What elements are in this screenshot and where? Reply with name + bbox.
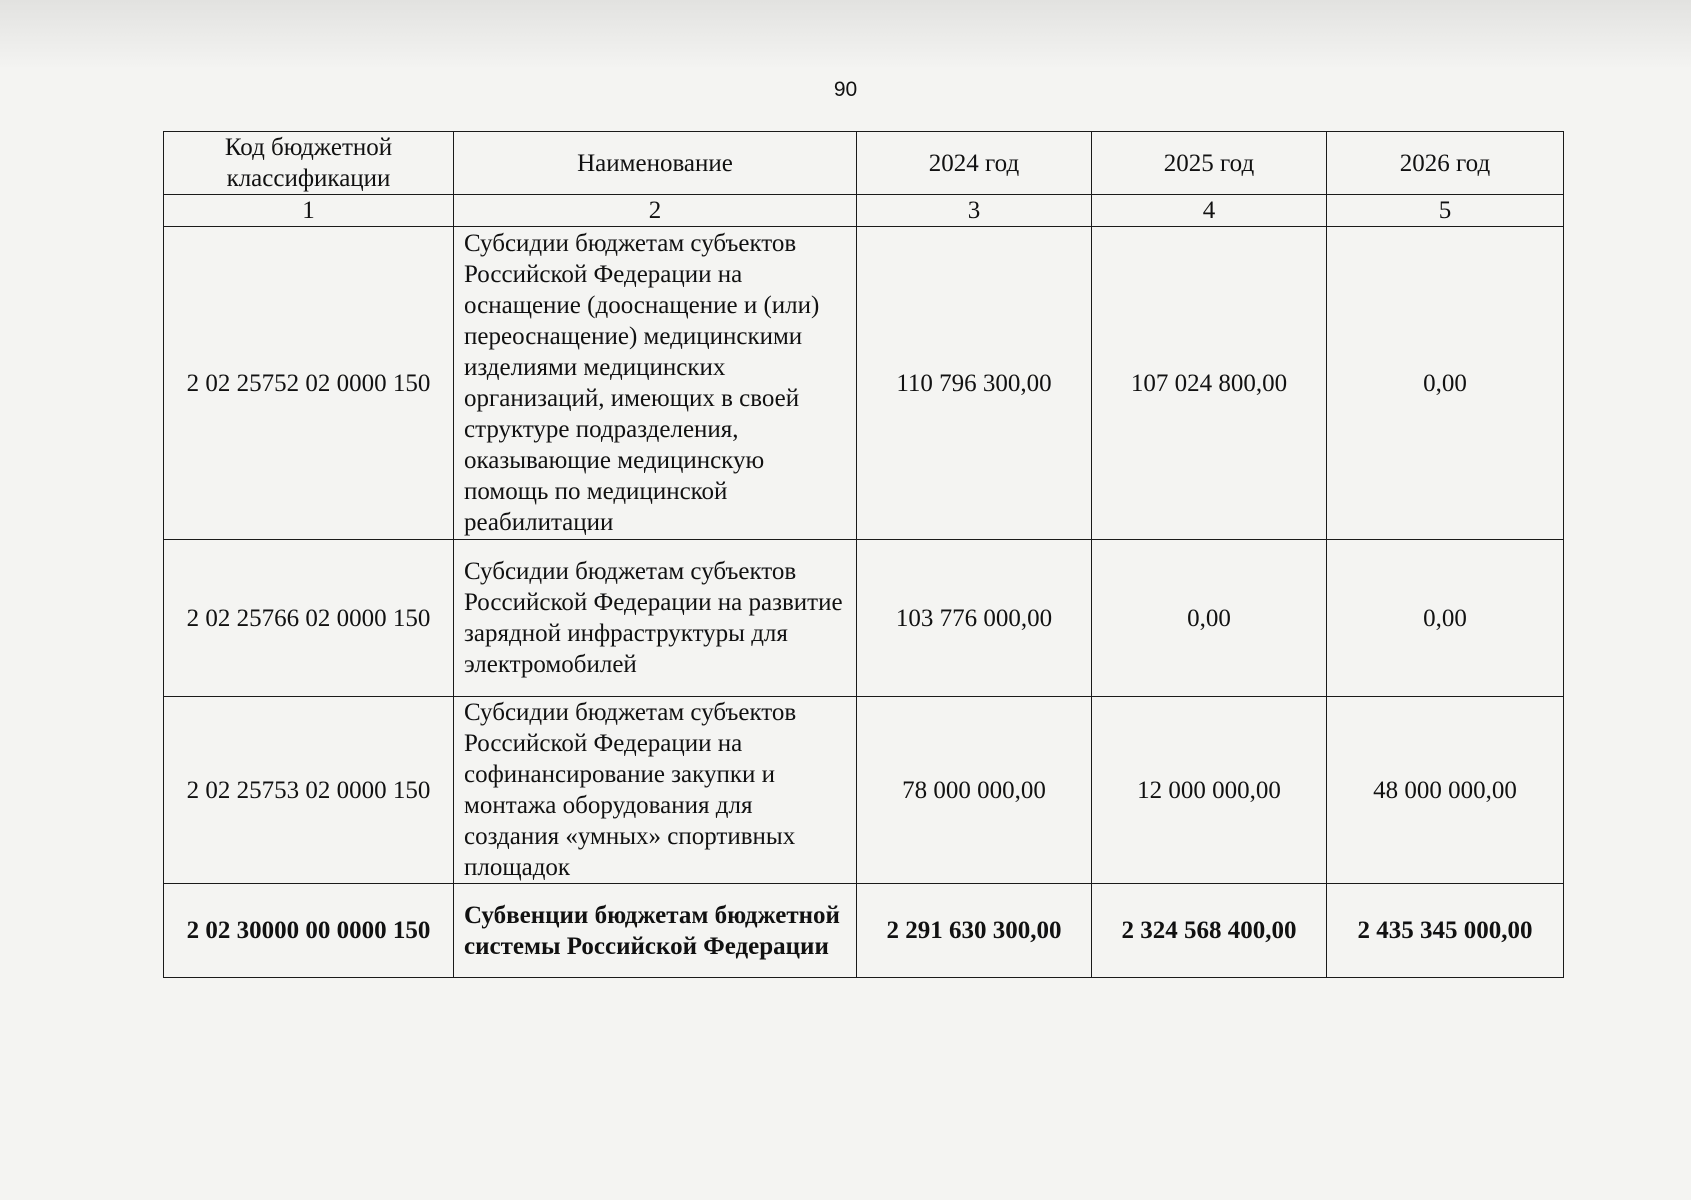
table-row	[164, 697, 1564, 884]
row-name: Субсидии бюджетам субъектов Российской Федерации на софинансирование закупки и монтажа оборудования для создания «умных» спортивных площадок	[454, 697, 857, 884]
header-2025: 2025 год	[1092, 132, 1327, 195]
row-value-2025: 107 024 800,00	[1092, 227, 1327, 540]
row-code: 2 02 30000 00 0000 150	[164, 884, 454, 978]
column-number: 4	[1092, 195, 1327, 227]
row-value-2024: 2 291 630 300,00	[857, 884, 1092, 978]
row-value-2026: 2 435 345 000,00	[1327, 884, 1564, 978]
column-number: 5	[1327, 195, 1564, 227]
row-code: 2 02 25766 02 0000 150	[164, 540, 454, 697]
budget-table	[163, 131, 1564, 978]
row-value-2025: 2 324 568 400,00	[1092, 884, 1327, 978]
header-2024: 2024 год	[857, 132, 1092, 195]
table-header-row	[164, 132, 1564, 195]
column-number-row	[164, 195, 1564, 227]
header-code: Код бюджетной классификации	[164, 132, 454, 195]
table-row	[164, 227, 1564, 540]
header-name: Наименование	[454, 132, 857, 195]
row-value-2024: 78 000 000,00	[857, 697, 1092, 884]
row-value-2026: 0,00	[1327, 540, 1564, 697]
row-value-2026: 0,00	[1327, 227, 1564, 540]
row-name: Субвенции бюджетам бюджетной системы Российской Федерации	[454, 884, 857, 978]
table-row-total	[164, 884, 1564, 978]
row-code: 2 02 25753 02 0000 150	[164, 697, 454, 884]
table-row	[164, 540, 1564, 697]
column-number: 2	[454, 195, 857, 227]
row-value-2025: 12 000 000,00	[1092, 697, 1327, 884]
header-2026: 2026 год	[1327, 132, 1564, 195]
row-code: 2 02 25752 02 0000 150	[164, 227, 454, 540]
column-number: 3	[857, 195, 1092, 227]
row-value-2024: 103 776 000,00	[857, 540, 1092, 697]
column-number: 1	[164, 195, 454, 227]
row-value-2024: 110 796 300,00	[857, 227, 1092, 540]
page-number: 90	[833, 78, 858, 101]
row-name: Субсидии бюджетам субъектов Российской Федерации на развитие зарядной инфраструктуры для электромобилей	[454, 540, 857, 697]
row-value-2025: 0,00	[1092, 540, 1327, 697]
row-name: Субсидии бюджетам субъектов Российской Федерации на оснащение (дооснащение и (или) переоснащение) медицинскими изделиями медицинских организаций, имеющих в своей структуре подразделения, оказывающие медицинскую помощь по медицинской реабилитации	[454, 227, 857, 540]
row-value-2026: 48 000 000,00	[1327, 697, 1564, 884]
scan-shading	[0, 0, 1691, 70]
